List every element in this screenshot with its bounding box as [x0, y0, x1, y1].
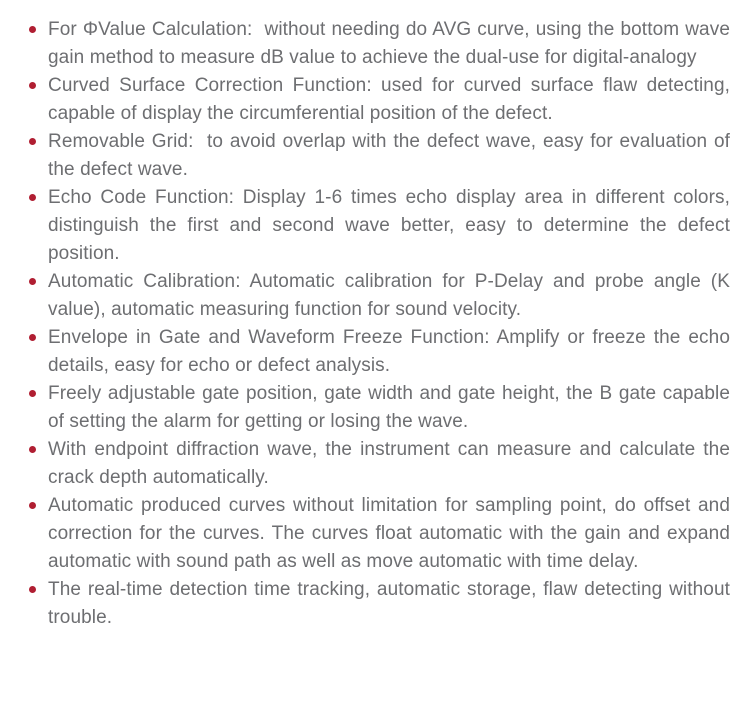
feature-item	[28, 436, 736, 492]
feature-text: With endpoint diffraction wave, the instrument can measure and calculate the crack depth automatically.	[48, 439, 736, 488]
bullet-icon	[29, 194, 36, 201]
feature-item	[28, 576, 736, 632]
bullet-icon	[29, 586, 36, 593]
feature-text: Removable Grid: to avoid overlap with the defect wave, easy for evaluation of the defect wave.	[48, 131, 736, 180]
feature-text: Echo Code Function: Display 1-6 times echo display area in different colors, distinguish the first and second wave better, easy to determine the defect position.	[48, 187, 736, 264]
feature-item	[28, 324, 736, 380]
feature-text: Curved Surface Correction Function: used for curved surface flaw detecting, capable of display the circumferential position of the defect.	[48, 75, 736, 124]
bullet-icon	[29, 82, 36, 89]
feature-text: Automatic Calibration: Automatic calibration for P-Delay and probe angle (K value), automatic measuring function for sound velocity.	[48, 271, 736, 320]
bullet-icon	[29, 334, 36, 341]
bullet-icon	[29, 278, 36, 285]
bullet-icon	[29, 390, 36, 397]
bullet-icon	[29, 502, 36, 509]
feature-text: Envelope in Gate and Waveform Freeze Function: Amplify or freeze the echo details, easy for echo or defect analysis.	[48, 327, 736, 376]
feature-item	[28, 268, 736, 324]
feature-text: Automatic produced curves without limitation for sampling point, do offset and correction for the curves. The curves float automatic with the gain and expand automatic with sound path as well as move automatic with time delay.	[48, 495, 736, 572]
feature-text: For ΦValue Calculation: without needing do AVG curve, using the bottom wave gain method to measure dB value to achieve the dual-use for digital-analogy	[48, 19, 736, 68]
feature-item	[28, 492, 736, 576]
bullet-icon	[29, 26, 36, 33]
feature-item	[28, 380, 736, 436]
feature-item	[28, 184, 736, 268]
bullet-icon	[29, 446, 36, 453]
bullet-icon	[29, 138, 36, 145]
feature-item	[28, 128, 736, 184]
feature-text: Freely adjustable gate position, gate width and gate height, the B gate capable of setting the alarm for getting or losing the wave.	[48, 383, 736, 432]
feature-item	[28, 72, 736, 128]
feature-text: The real-time detection time tracking, automatic storage, flaw detecting without trouble.	[48, 579, 736, 628]
feature-item	[28, 16, 736, 72]
